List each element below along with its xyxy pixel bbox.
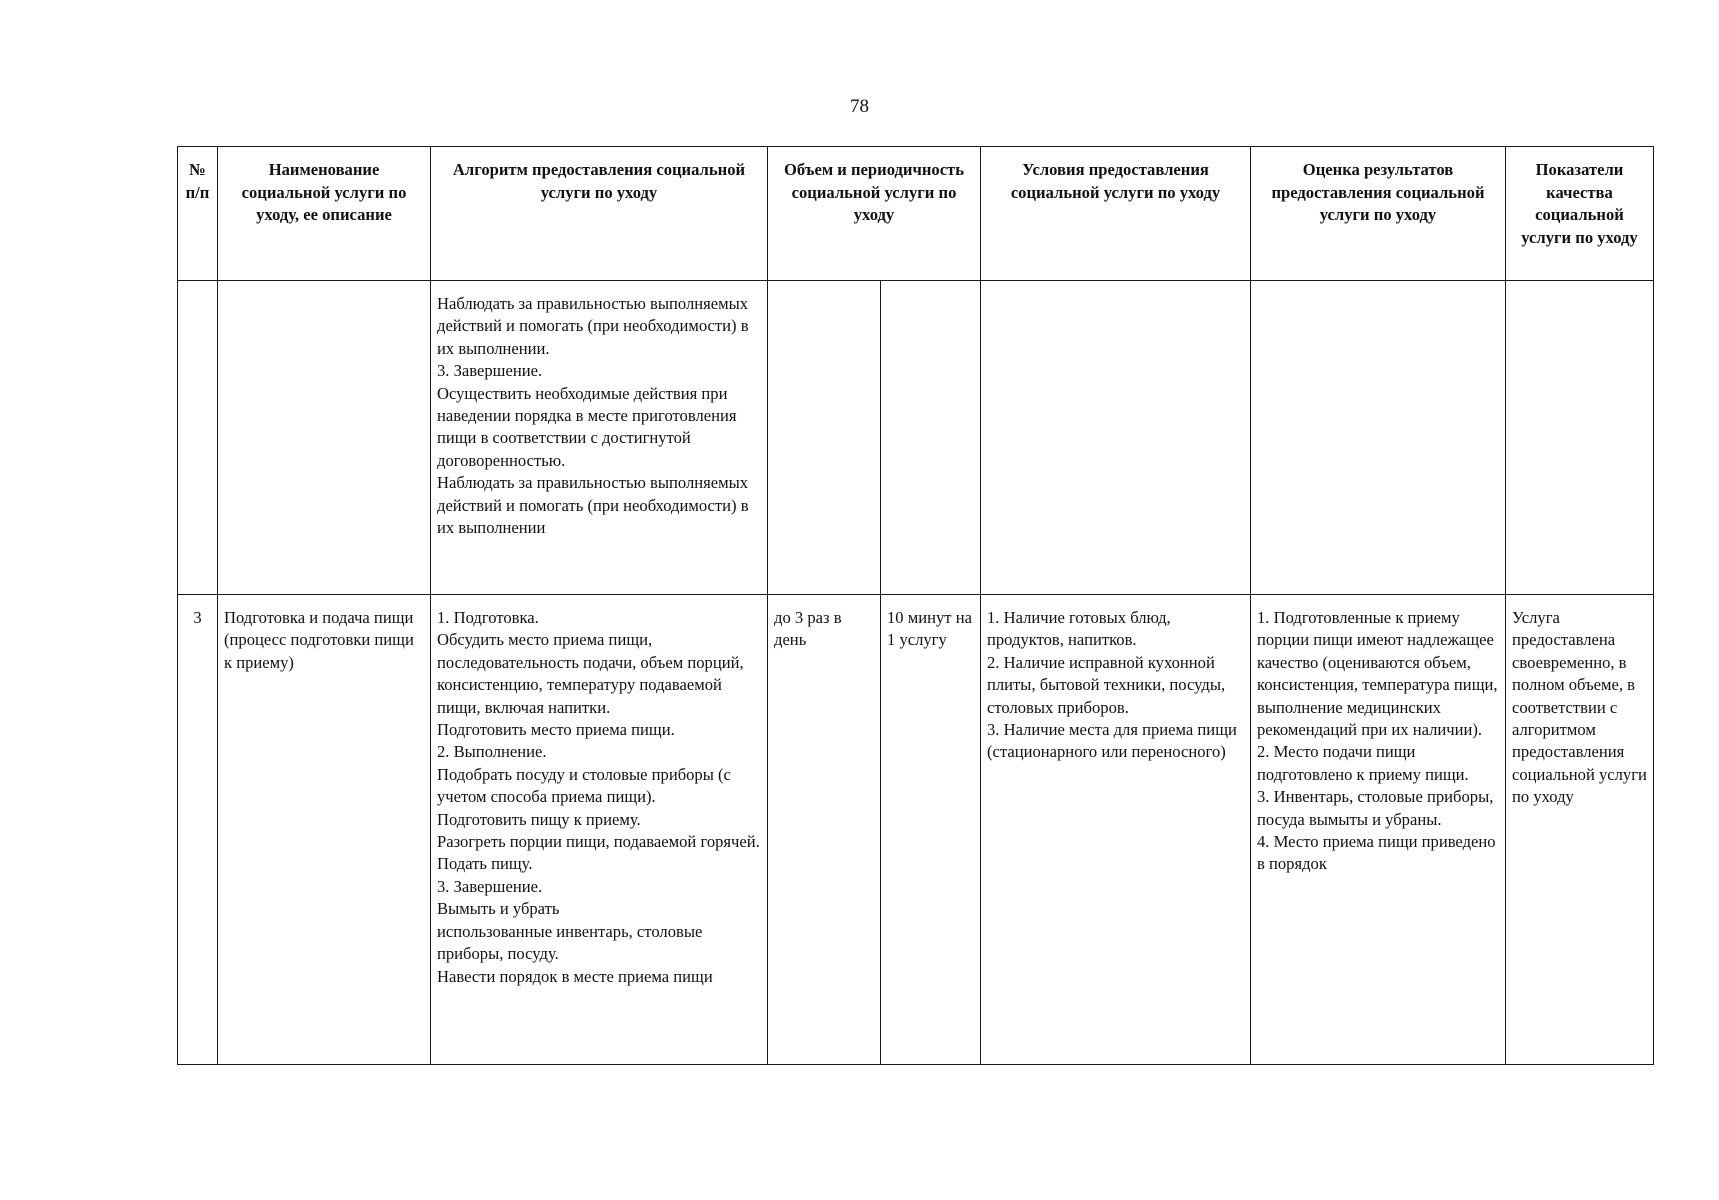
cell-service-name: Подготовка и подача пищи (процесс подготовки пищи к приему) [218, 595, 431, 1065]
cell-evaluation: 1. Подготовленные к приему порции пищи имеют надлежащее качество (оцениваются объем, консистенция, температура пищи, выполнение медицинских рекомендаций при их наличии). 2. Место подачи пищи подготовлено к приему пищи. 3. Инвентарь, столовые приборы, посуда вымыты и убраны. 4. Место приема пищи приведено в порядок [1251, 595, 1506, 1065]
cell-frequency: до 3 раз в день [768, 595, 881, 1065]
cell-algorithm: Наблюдать за правильностью выполняемых действий и помогать (при необходимости) в их выполнении. 3. Завершение. Осуществить необходимые действия при наведении порядка в месте приготовления пищи в соответствии с достигнутой договоренностью. Наблюдать за правильностью выполняемых действий и помогать (при необходимости) в их выполнении [431, 281, 768, 595]
cell-algorithm: 1. Подготовка. Обсудить место приема пищи, последовательность подачи, объем порций, консистенцию, температуру подаваемой пищи, включая напитки. Подготовить место приема пищи. 2. Выполнение. Подобрать посуду и столовые приборы (с учетом способа приема пищи). Подготовить пищу к приему. Разогреть порции пищи, подаваемой горячей. Подать пищу. 3. Завершение. Вымыть и убрать использованные инвентарь, столовые приборы, посуду. Навести порядок в месте приема пищи [431, 595, 768, 1065]
cell-quality [1506, 281, 1654, 595]
table-row [178, 595, 1654, 1065]
header-volume-frequency: Объем и периодичность социальной услуги по уходу [768, 147, 981, 281]
header-number: № п/п [178, 147, 218, 281]
cell-number: 3 [178, 595, 218, 1065]
cell-service-name [218, 281, 431, 595]
header-algorithm: Алгоритм предоставления социальной услуги по уходу [431, 147, 768, 281]
table-row [178, 281, 1654, 595]
social-services-table [177, 146, 1654, 1065]
cell-frequency [768, 281, 881, 595]
cell-duration: 10 минут на 1 услугу [881, 595, 981, 1065]
header-evaluation: Оценка результатов предоставления социальной услуги по уходу [1251, 147, 1506, 281]
header-quality: Показатели качества социальной услуги по уходу [1506, 147, 1654, 281]
cell-conditions [981, 281, 1251, 595]
cell-evaluation [1251, 281, 1506, 595]
cell-quality: Услуга предоставлена своевременно, в полном объеме, в соответствии с алгоритмом предоставления социальной услуги по уходу [1506, 595, 1654, 1065]
table-header-row [178, 147, 1654, 281]
cell-conditions: 1. Наличие готовых блюд, продуктов, напитков. 2. Наличие исправной кухонной плиты, бытовой техники, посуды, столовых приборов. 3. Наличие места для приема пищи (стационарного или переносного) [981, 595, 1251, 1065]
header-service-name: Наименование социальной услуги по уходу, ее описание [218, 147, 431, 281]
cell-duration [881, 281, 981, 595]
header-conditions: Условия предоставления социальной услуги по уходу [981, 147, 1251, 281]
cell-number [178, 281, 218, 595]
page-number: 78 [850, 96, 869, 117]
